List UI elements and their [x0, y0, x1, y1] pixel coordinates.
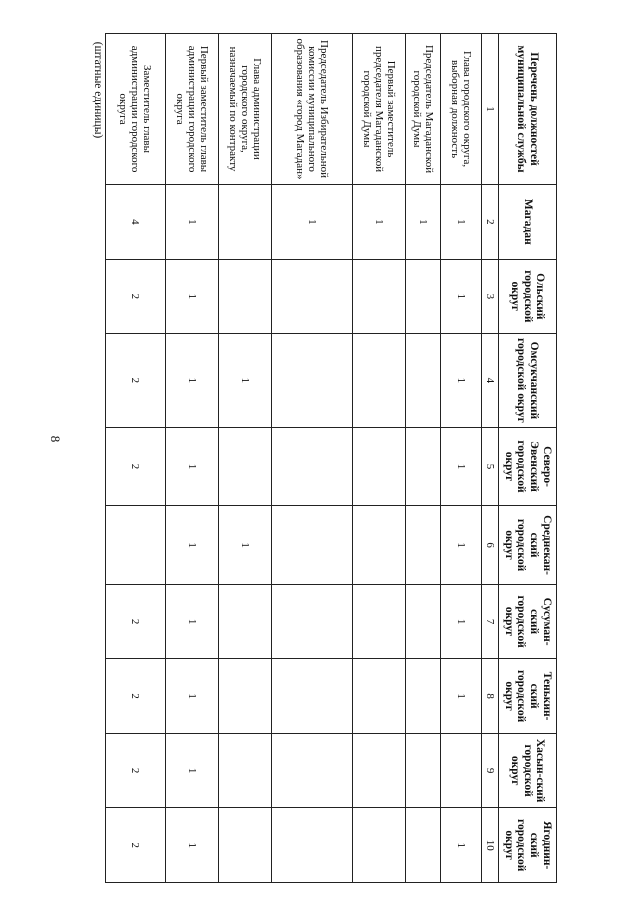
value-cell [219, 584, 272, 659]
value-cell: 1 [165, 733, 218, 808]
position-cell: Глава администрации городского округа, назначаемый по контракту [219, 34, 272, 185]
value-cell [405, 259, 440, 334]
column-number: 10 [481, 808, 498, 883]
value-cell: 1 [219, 334, 272, 428]
value-cell [405, 808, 440, 883]
table-row [440, 34, 481, 883]
value-cell [352, 733, 405, 808]
value-cell: 4 [106, 185, 166, 260]
column-number: 1 [481, 34, 498, 185]
value-cell [352, 808, 405, 883]
value-cell: 1 [165, 427, 218, 506]
value-cell [405, 584, 440, 659]
column-number: 7 [481, 584, 498, 659]
value-cell [405, 733, 440, 808]
staffing-table [105, 33, 557, 883]
position-cell: Заместитель главы администрации городского округа [106, 34, 166, 185]
value-cell [219, 259, 272, 334]
value-cell: 1 [440, 427, 481, 506]
value-cell: 2 [106, 427, 166, 506]
value-cell [272, 733, 352, 808]
column-header: Среднекан-ский городской округ [499, 506, 557, 585]
value-cell [352, 334, 405, 428]
value-cell [272, 659, 352, 734]
value-cell: 1 [440, 185, 481, 260]
table-row [165, 34, 218, 883]
value-cell [440, 733, 481, 808]
column-header: Северо-Эвенский городской округ [499, 427, 557, 506]
position-cell: Глава городского округа, выборная должность [440, 34, 481, 185]
column-header: Ягоднин-ский городской округ [499, 808, 557, 883]
value-cell [219, 185, 272, 260]
value-cell [219, 733, 272, 808]
value-cell: 2 [106, 334, 166, 428]
column-header: Сусуман-ский городской округ [499, 584, 557, 659]
column-header: Ольский городской округ [499, 259, 557, 334]
value-cell: 2 [106, 733, 166, 808]
position-cell: Первый заместитель главы администрации городского округа [165, 34, 218, 185]
value-cell: 2 [106, 808, 166, 883]
value-cell [405, 334, 440, 428]
column-number: 4 [481, 334, 498, 428]
table-row [106, 34, 166, 883]
column-number: 2 [481, 185, 498, 260]
value-cell [219, 659, 272, 734]
column-number-row [481, 34, 498, 883]
value-cell: 1 [165, 259, 218, 334]
value-cell: 1 [440, 506, 481, 585]
header-row [499, 34, 557, 883]
value-cell [405, 659, 440, 734]
value-cell [219, 427, 272, 506]
value-cell [106, 506, 166, 585]
value-cell: 1 [165, 334, 218, 428]
value-cell [219, 808, 272, 883]
column-header: Тенькин-ский городской округ [499, 659, 557, 734]
value-cell [272, 334, 352, 428]
value-cell [272, 506, 352, 585]
value-cell [352, 427, 405, 506]
position-cell: Председатель Избирательной комиссии муниципального образования «город Магадан» [272, 34, 352, 185]
value-cell: 1 [219, 506, 272, 585]
value-cell: 1 [440, 659, 481, 734]
column-header: Хасын-ский городской округ [499, 733, 557, 808]
value-cell: 1 [165, 506, 218, 585]
column-number: 8 [481, 659, 498, 734]
value-cell: 2 [106, 584, 166, 659]
value-cell: 1 [165, 584, 218, 659]
value-cell: 1 [165, 185, 218, 260]
column-number: 9 [481, 733, 498, 808]
value-cell: 1 [165, 659, 218, 734]
column-header: Перечень должностей муниципальной службы [499, 34, 557, 185]
value-cell [272, 259, 352, 334]
value-cell: 2 [106, 259, 166, 334]
value-cell [352, 259, 405, 334]
value-cell: 1 [440, 808, 481, 883]
table-row [352, 34, 405, 883]
units-note: (штатные единицы) [92, 41, 104, 139]
value-cell: 1 [272, 185, 352, 260]
position-cell: Председатель Магаданской городской Думы [405, 34, 440, 185]
page-number: 8 [48, 435, 63, 443]
staffing-table-wrapper [105, 33, 557, 883]
column-header: Омсукчанский городской округ [499, 334, 557, 428]
value-cell: 1 [165, 808, 218, 883]
value-cell [272, 808, 352, 883]
value-cell [272, 427, 352, 506]
value-cell [352, 659, 405, 734]
value-cell [405, 506, 440, 585]
column-number: 5 [481, 427, 498, 506]
position-cell: Первый заместитель председателя Магаданской городской Думы [352, 34, 405, 185]
value-cell: 1 [405, 185, 440, 260]
value-cell [352, 506, 405, 585]
value-cell [272, 584, 352, 659]
value-cell: 1 [352, 185, 405, 260]
column-header: Магадан [499, 185, 557, 260]
value-cell: 1 [440, 259, 481, 334]
value-cell: 2 [106, 659, 166, 734]
table-row [272, 34, 352, 883]
column-number: 3 [481, 259, 498, 334]
column-number: 6 [481, 506, 498, 585]
table-row [219, 34, 272, 883]
value-cell: 1 [440, 334, 481, 428]
rotated-page-content [105, 33, 557, 883]
value-cell [352, 584, 405, 659]
value-cell [405, 427, 440, 506]
table-row [405, 34, 440, 883]
value-cell: 1 [440, 584, 481, 659]
